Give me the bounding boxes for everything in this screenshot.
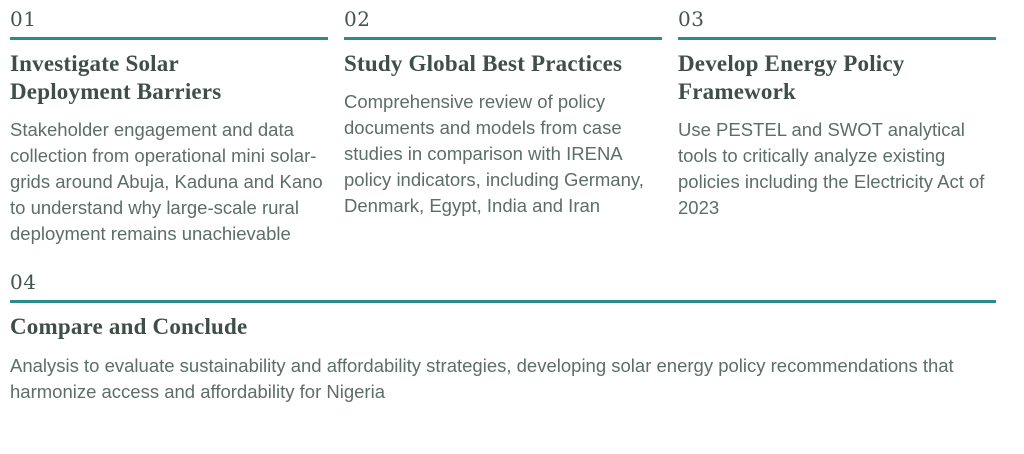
step-02 — [344, 8, 662, 247]
step-description: Stakeholder engagement and data collection from operational mini solar-grids around Abuja, Kaduna and Kano to understand why large-scale rural deployment remains unachievable — [10, 119, 323, 244]
step-title — [10, 50, 328, 106]
step-title — [344, 50, 662, 78]
step-description: Comprehensive review of policy documents and models from case studies in comparison with IRENA policy indicators, including Germany, Denmark, Egypt, India and Iran — [344, 91, 644, 216]
step-number: 02 — [344, 7, 371, 31]
step-number: 03 — [678, 7, 705, 31]
step-title — [678, 50, 996, 106]
step-divider-rule — [678, 37, 996, 40]
step-description: Analysis to evaluate sustainability and affordability strategies, developing solar energy policy recommendations that harmonize access and affordability for Nigeria — [10, 355, 954, 402]
step-title — [10, 313, 996, 341]
step-title-line: Investigate Solar — [10, 51, 179, 76]
steps-row — [10, 8, 996, 247]
step-divider-rule — [10, 37, 328, 40]
step-title-line: Framework — [678, 79, 797, 104]
step-title-line: Develop Energy Policy — [678, 51, 905, 76]
step-description: Use PESTEL and SWOT analytical tools to critically analyze existing policies including the Electricity Act of 2023 — [678, 119, 985, 218]
step-number: 01 — [10, 7, 37, 31]
step-title-line: Compare and Conclude — [10, 314, 248, 339]
step-divider-rule — [344, 37, 662, 40]
step-number: 04 — [10, 270, 37, 294]
step-01 — [10, 8, 328, 247]
step-title-line: Study Global Best Practices — [344, 51, 623, 76]
step-title-line: Deployment Barriers — [10, 79, 222, 104]
step-divider-rule — [10, 300, 996, 303]
step-03 — [678, 8, 996, 247]
step-04 — [10, 271, 996, 405]
